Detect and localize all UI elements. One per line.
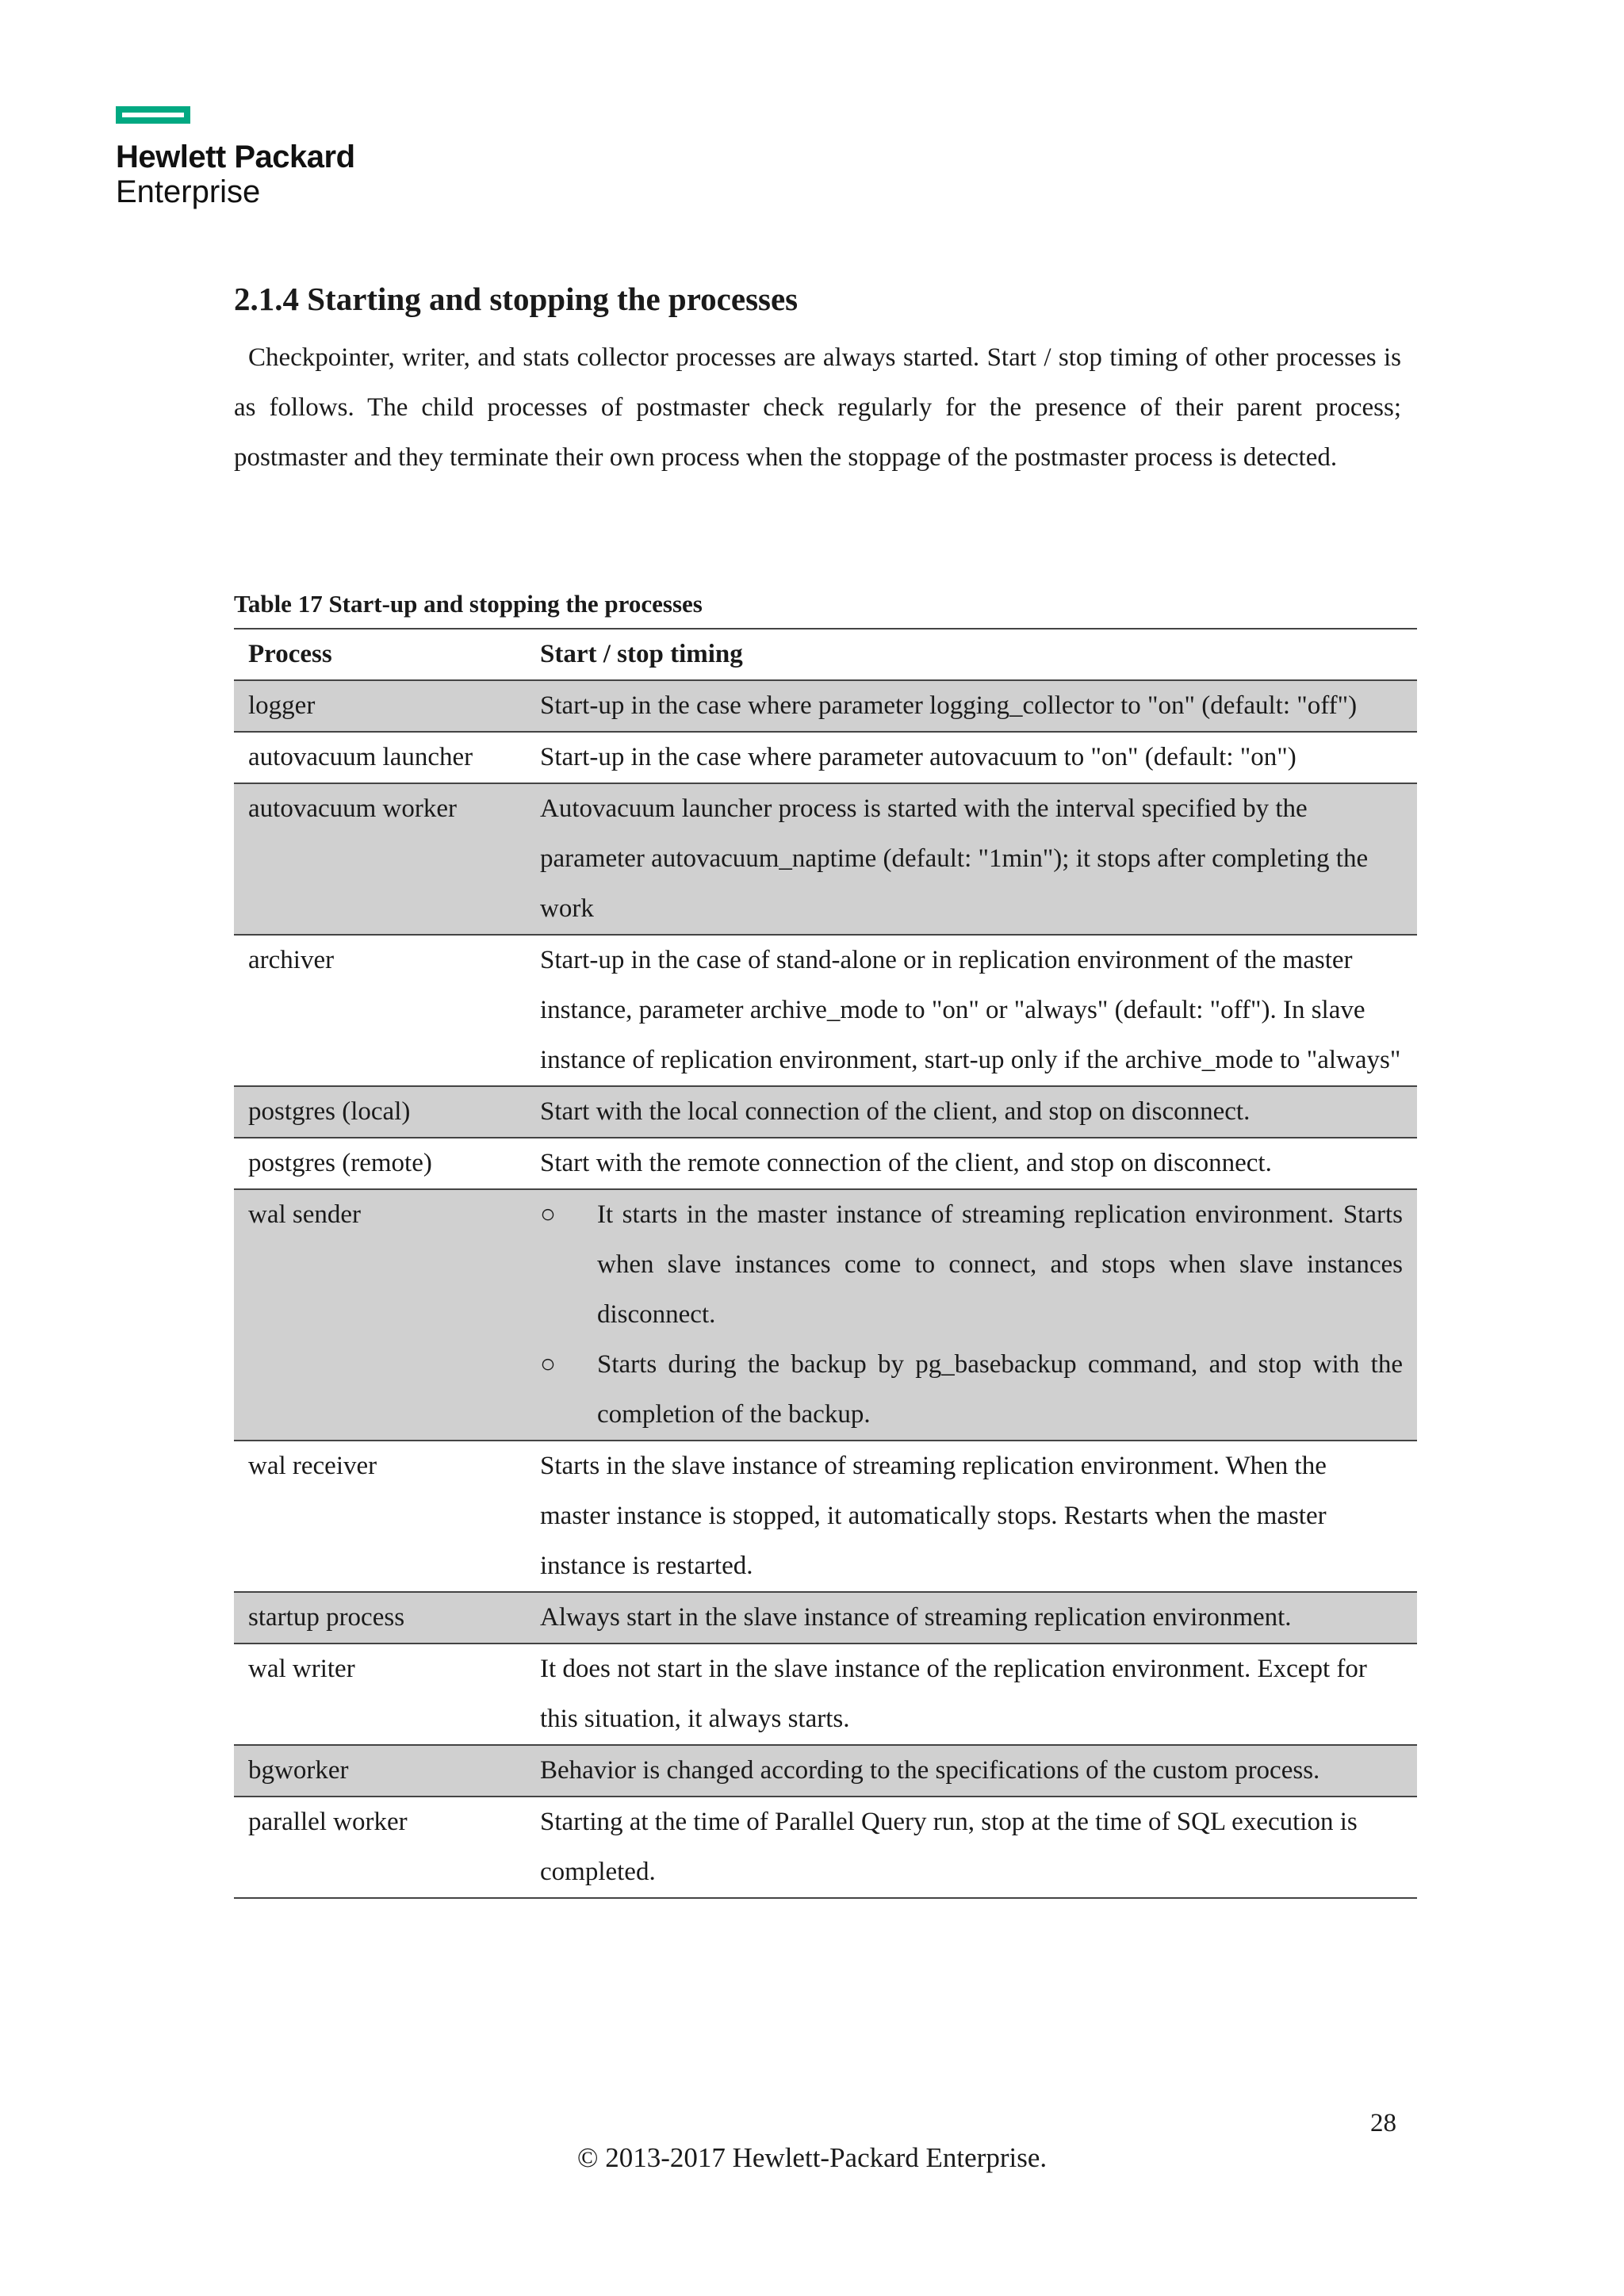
process-table [234, 628, 1417, 1899]
table-row [234, 732, 1417, 783]
hpe-logo-mark-icon [116, 106, 190, 124]
table-row [234, 1797, 1417, 1898]
process-cell: autovacuum worker [234, 783, 526, 935]
table-row [234, 1189, 1417, 1441]
timing-cell: Start with the remote connection of the client, and stop on disconnect. [526, 1138, 1417, 1189]
column-header-timing: Start / stop timing [526, 629, 1417, 680]
timing-cell [526, 1189, 1417, 1441]
list-item [540, 1190, 1403, 1340]
table-row [234, 1745, 1417, 1797]
section-heading: 2.1.4 Starting and stopping the processes [234, 281, 799, 317]
list-item [540, 1340, 1403, 1440]
process-cell: postgres (remote) [234, 1138, 526, 1189]
logo-line2: Enterprise [116, 174, 261, 209]
circle-bullet-icon: ○ [540, 1200, 556, 1229]
table-header-row [234, 629, 1417, 680]
table-row [234, 935, 1417, 1086]
table-caption: Table 17 Start-up and stopping the processes [234, 590, 703, 618]
table-row [234, 1138, 1417, 1189]
timing-cell: Autovacuum launcher process is started with the interval specified by the parameter autovacuum_naptime (default: "1min"); it stops after completing the work [526, 783, 1417, 935]
process-cell: archiver [234, 935, 526, 1086]
timing-cell: Starts in the slave instance of streaming replication environment. When the master instance is stopped, it automatically stops. Restarts when the master instance is restarted. [526, 1441, 1417, 1592]
table-row [234, 680, 1417, 732]
process-cell: wal receiver [234, 1441, 526, 1592]
process-cell: startup process [234, 1592, 526, 1644]
bullet-text: It starts in the master instance of streaming replication environment. Starts when slave instances come to connect, and stops when slave instances disconnect. [597, 1200, 1403, 1329]
timing-bullet-list [540, 1190, 1403, 1440]
circle-bullet-icon: ○ [540, 1350, 556, 1379]
table-row [234, 1441, 1417, 1592]
timing-cell: It does not start in the slave instance of the replication environment. Except for this situation, it always starts. [526, 1644, 1417, 1745]
timing-cell: Starting at the time of Parallel Query run, stop at the time of SQL execution is completed. [526, 1797, 1417, 1898]
timing-cell: Start with the local connection of the client, and stop on disconnect. [526, 1086, 1417, 1138]
hpe-logo [116, 106, 355, 209]
process-cell: postgres (local) [234, 1086, 526, 1138]
timing-cell: Start-up in the case where parameter logging_collector to "on" (default: "off") [526, 680, 1417, 732]
copyright-notice: © 2013-2017 Hewlett-Packard Enterprise. [576, 2142, 1048, 2173]
process-cell: autovacuum launcher [234, 732, 526, 783]
page-number: 28 [1370, 2109, 1396, 2137]
table-row [234, 1592, 1417, 1644]
section-intro: Checkpointer, writer, and stats collector processes are always started. Start / stop timing of other processes is as follows. The child processes of postmaster check regularly for the presence of their parent process; postmaster and they terminate their own process when the stoppage of the postmaster process is detected. [234, 343, 1401, 472]
timing-cell: Start-up in the case of stand-alone or in replication environment of the master instance, parameter archive_mode to "on" or "always" (default: "off"). In slave instance of replication environment, start-up only if the archive_mode to "always" [526, 935, 1417, 1086]
timing-cell: Start-up in the case where parameter autovacuum to "on" (default: "on") [526, 732, 1417, 783]
process-cell: bgworker [234, 1745, 526, 1797]
process-cell: wal sender [234, 1189, 526, 1441]
table-row [234, 1086, 1417, 1138]
column-header-process: Process [234, 629, 526, 680]
table-row [234, 783, 1417, 935]
timing-cell: Always start in the slave instance of streaming replication environment. [526, 1592, 1417, 1644]
timing-cell: Behavior is changed according to the specifications of the custom process. [526, 1745, 1417, 1797]
table-row [234, 1644, 1417, 1745]
logo-line1: Hewlett Packard [116, 140, 355, 174]
bullet-text: Starts during the backup by pg_basebackup command, and stop with the completion of the backup. [597, 1350, 1403, 1429]
process-cell: wal writer [234, 1644, 526, 1745]
process-cell: logger [234, 680, 526, 732]
process-cell: parallel worker [234, 1797, 526, 1898]
